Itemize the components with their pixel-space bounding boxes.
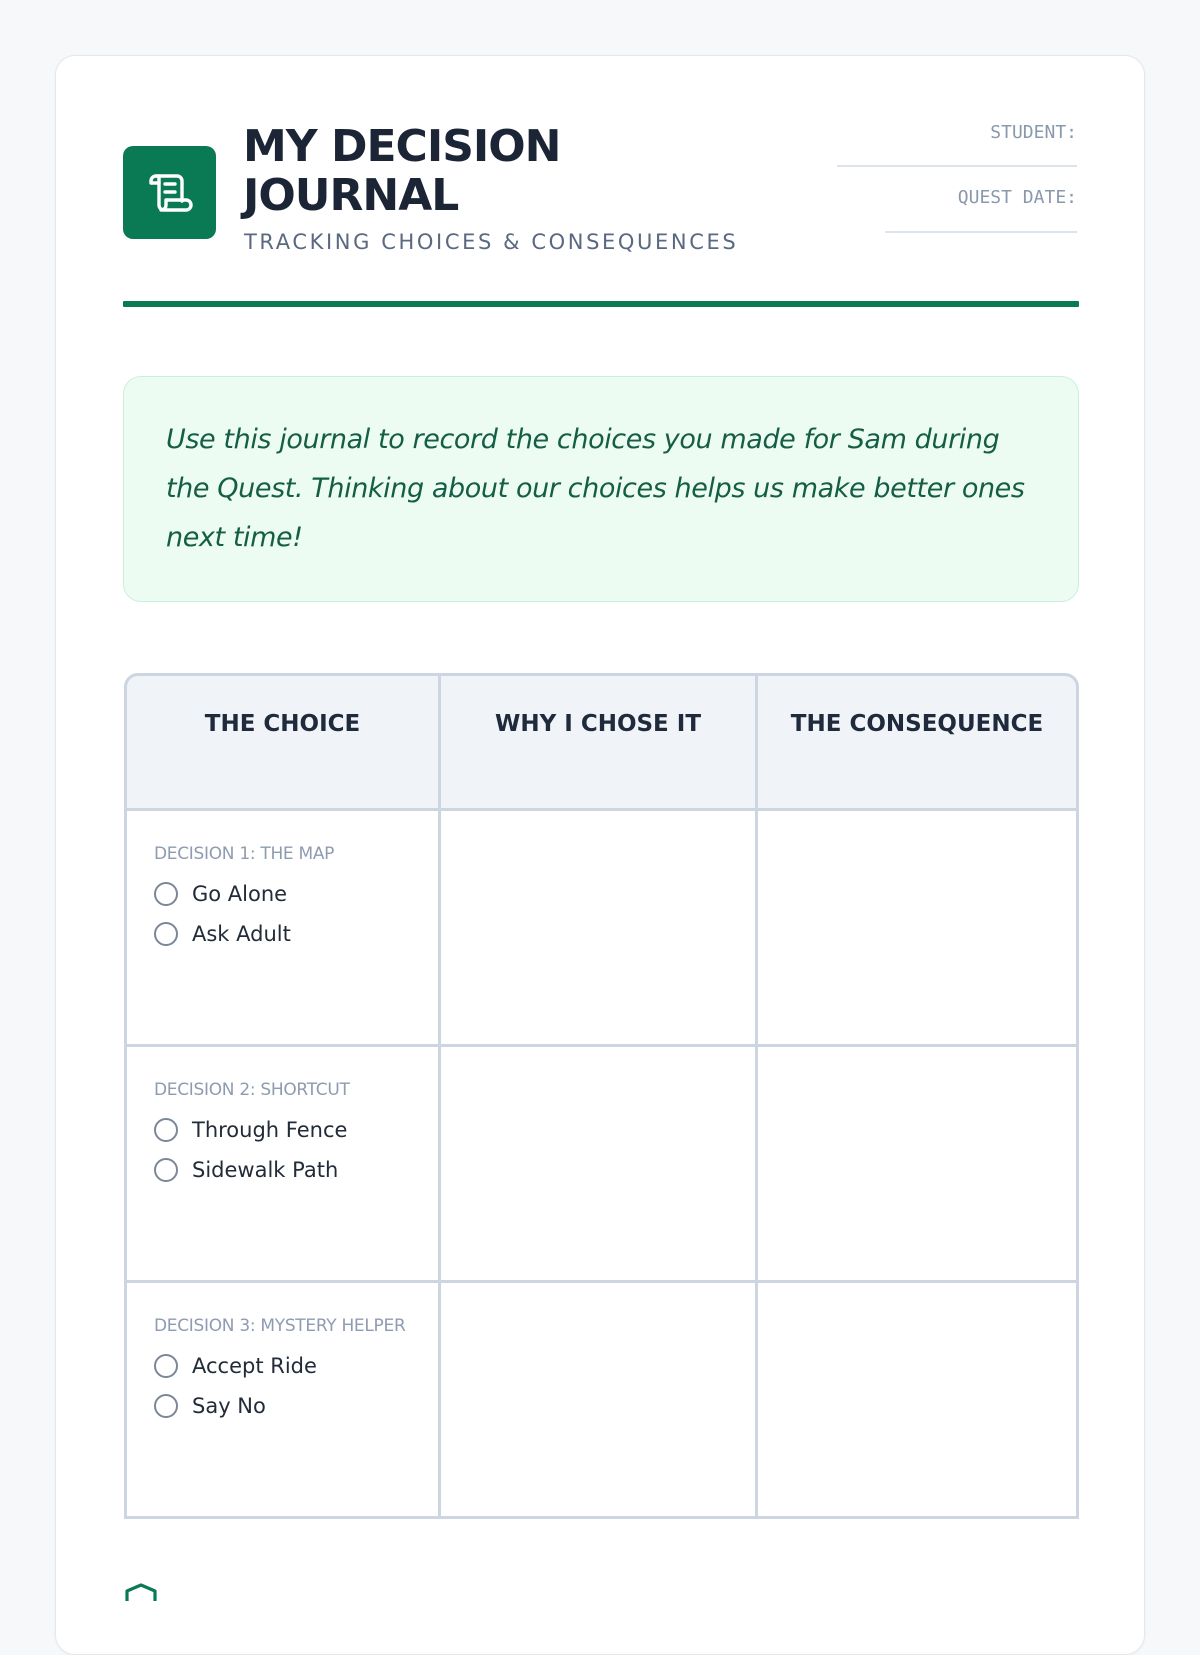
consequence-cell[interactable] bbox=[758, 811, 1079, 1047]
shield-icon bbox=[123, 1581, 159, 1601]
consequence-cell[interactable] bbox=[758, 1047, 1079, 1283]
why-cell[interactable] bbox=[441, 1283, 758, 1519]
decision-label: DECISION 2: SHORTCUT bbox=[154, 1080, 350, 1100]
option-label: Say No bbox=[192, 1394, 266, 1418]
scroll-icon bbox=[143, 166, 197, 220]
choice-option[interactable] bbox=[154, 1346, 418, 1386]
table-row bbox=[124, 811, 1079, 1047]
radio-button[interactable] bbox=[154, 1354, 178, 1378]
column-header-why: WHY I CHOSE IT bbox=[441, 673, 758, 811]
decision-label: DECISION 3: MYSTERY HELPER bbox=[154, 1316, 406, 1336]
decision-table bbox=[124, 673, 1079, 1519]
radio-button[interactable] bbox=[154, 1158, 178, 1182]
radio-button[interactable] bbox=[154, 1394, 178, 1418]
choice-cell bbox=[124, 1283, 441, 1519]
page-title-line-2: JOURNAL bbox=[243, 170, 459, 221]
table-row bbox=[124, 1047, 1079, 1283]
radio-button[interactable] bbox=[154, 882, 178, 906]
choice-option[interactable] bbox=[154, 914, 418, 954]
table-row bbox=[124, 1283, 1079, 1519]
student-label: STUDENT: bbox=[990, 122, 1077, 143]
quest-date-field[interactable] bbox=[885, 231, 1077, 233]
option-label: Accept Ride bbox=[192, 1354, 317, 1378]
radio-button[interactable] bbox=[154, 1118, 178, 1142]
why-cell[interactable] bbox=[441, 811, 758, 1047]
decision-label: DECISION 1: THE MAP bbox=[154, 844, 335, 864]
page-subtitle: TRACKING CHOICES & CONSEQUENCES bbox=[244, 230, 739, 254]
choice-option[interactable] bbox=[154, 874, 418, 914]
logo-badge bbox=[123, 146, 216, 239]
page-title-line-1: MY DECISION bbox=[243, 121, 561, 172]
option-label: Through Fence bbox=[192, 1118, 348, 1142]
choice-option[interactable] bbox=[154, 1150, 418, 1190]
choice-option[interactable] bbox=[154, 1386, 418, 1426]
journal-page bbox=[55, 55, 1145, 1655]
quest-date-label: QUEST DATE: bbox=[957, 187, 1077, 208]
option-label: Sidewalk Path bbox=[192, 1158, 339, 1182]
choice-option[interactable] bbox=[154, 1110, 418, 1150]
column-header-choice: THE CHOICE bbox=[124, 673, 441, 811]
why-cell[interactable] bbox=[441, 1047, 758, 1283]
choice-cell bbox=[124, 811, 441, 1047]
radio-button[interactable] bbox=[154, 922, 178, 946]
column-header-consequence: THE CONSEQUENCE bbox=[758, 673, 1079, 811]
footer-badge bbox=[123, 1581, 159, 1606]
option-label: Go Alone bbox=[192, 882, 288, 906]
choice-cell bbox=[124, 1047, 441, 1283]
consequence-cell[interactable] bbox=[758, 1283, 1079, 1519]
intro-callout: Use this journal to record the choices you made for Sam during the Quest. Thinking about our choices helps us make better ones next time! bbox=[123, 376, 1079, 602]
student-field[interactable] bbox=[837, 165, 1077, 167]
header-divider bbox=[123, 301, 1079, 307]
option-label: Ask Adult bbox=[192, 922, 291, 946]
